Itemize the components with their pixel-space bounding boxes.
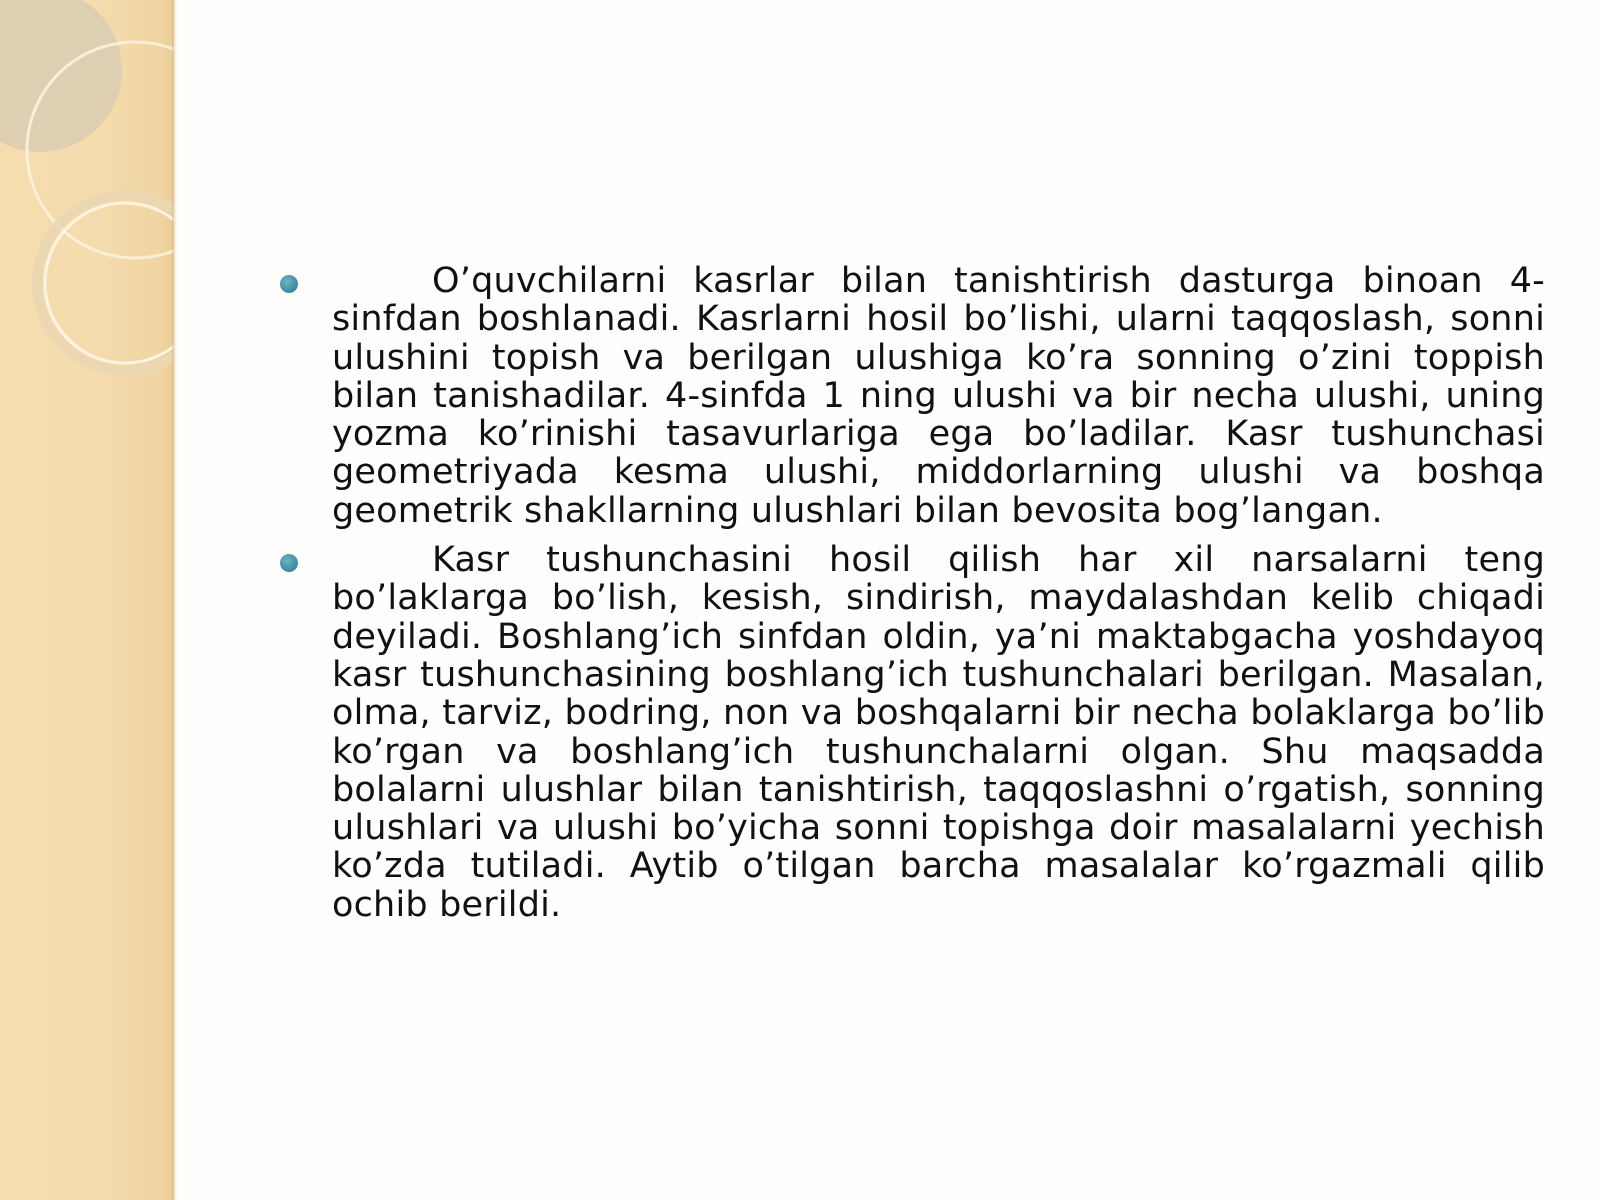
bullet-dot-icon <box>280 554 298 572</box>
sidebar-shadow <box>172 0 178 1200</box>
bullet-list <box>280 262 1545 935</box>
bullet-text: Kasr tushunchasini hosil qilish har xil narsalarni teng bo’laklarga bo’lish, kesish, sindirish, maydalashdan kelib chiqadi deyiladi. Boshlang’ich sinfdan oldin, ya’ni maktabgacha yoshdayoq kasr tushunchasining boshlang’ich tushunchalari berilgan. Masalan, olma, tarviz, bodring, non va boshqalarni bir necha bolaklarga bo’lib ko’rgan va boshlang’ich tushunchalarni olgan. Shu maqsadda bolalarni ulushlar bilan tanishtirish, taqqoslashni o’rgatish, sonning ulushlari va ulushi bo’yicha sonni topishga doir masalalarni yechish ko’zda tutiladi. Aytib o’tilgan barcha masalalar ko’rgazmali qilib ochib berildi. <box>332 540 1545 925</box>
bullet-item <box>280 541 1545 924</box>
decorative-sidebar <box>0 0 174 1200</box>
bullet-item <box>280 262 1545 530</box>
bullet-dot-icon <box>280 275 298 293</box>
decorative-circles <box>0 0 174 1200</box>
bullet-text: O’quvchilarni kasrlar bilan tanishtirish dasturga binoan 4-sinfdan boshlanadi. Kasrlarni hosil bo’lishi, ularni taqqoslash, sonni ulushini topish va berilgan ulushiga ko’ra sonning o’zini toppish bilan tanishadilar. 4-sinfda 1 ning ulushi va bir necha ulushi, uning yozma ko’rinishi tasavurlariga ega bo’ladilar. Kasr tushunchasi geometriyada kesma ulushi, middorlarning ulushi va boshqa geometrik shakllarning ulushlari bilan bevosita bog’langan. <box>332 261 1545 531</box>
